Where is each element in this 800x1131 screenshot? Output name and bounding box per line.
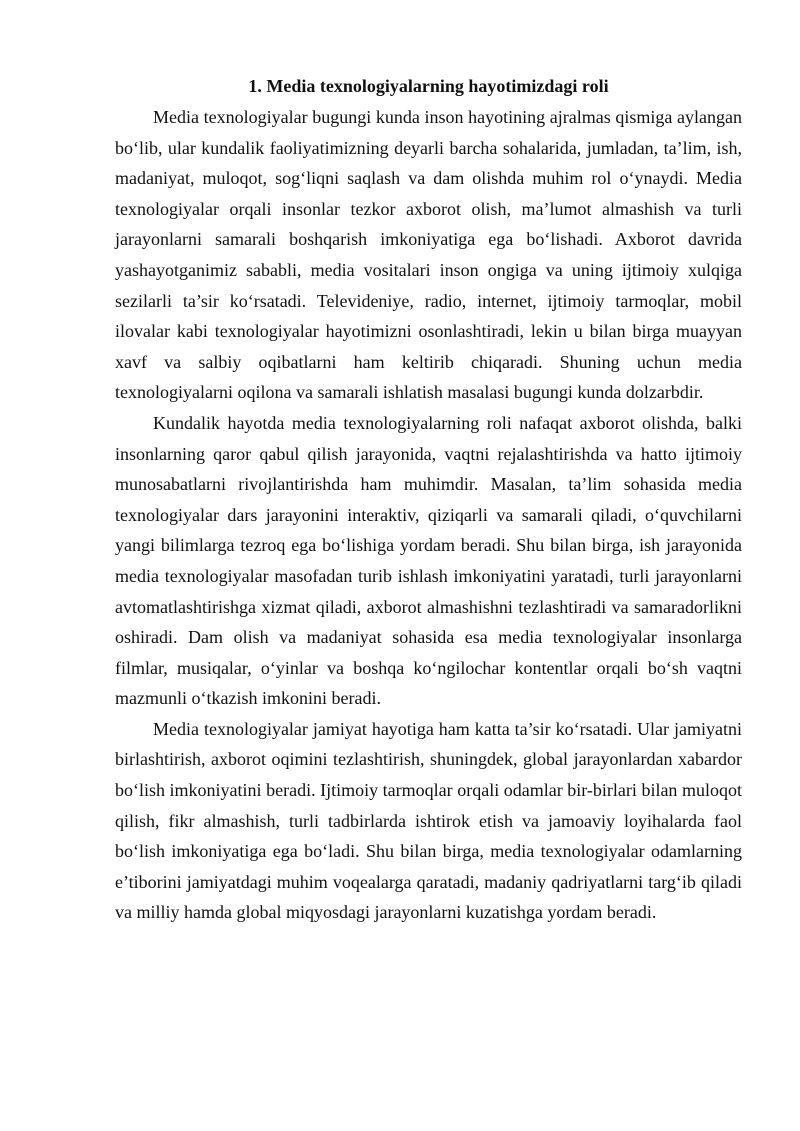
paragraph-2: Kundalik hayotda media texnologiyalarning roli nafaqat axborot olishda, balki insonlarning qaror qabul qilish jarayonida, vaqtni rejalashtirishda va hatto ijtimoiy munosabatlarni rivojlantirishda ham muhimdir. Masalan, ta’lim sohasida media texnologiyalar dars jarayonini interaktiv, qiziqarli va samarali qiladi, o‘quvchilarni yangi bilimlarga tezroq ega bo‘lishiga yordam beradi. Shu bilan birga, ish jarayonida media texnologiyalar masofadan turib ishlash imkoniyatini yaratadi, turli jarayonlarni avtomatlashtirishga xizmat qiladi, axborot almashishni tezlashtiradi va samaradorlikni oshiradi. Dam olish va madaniyat sohasida esa media texnologiyalar insonlarga filmlar, musiqalar, o‘yinlar va boshqa ko‘ngilochar kontentlar orqali bo‘sh vaqtni mazmunli o‘tkazish imkonini beradi. xyxy=(115,412,742,709)
document-title: 1. Media texnologiyalarning hayotimizdagi roli xyxy=(248,76,609,96)
paragraph-3: Media texnologiyalar jamiyat hayotiga ham katta ta’sir ko‘rsatadi. Ular jamiyatni birlashtirish, axborot oqimini tezlashtirish, shuningdek, global jarayonlardan xabardor bo‘lish imkoniyatini beradi. Ijtimoiy tarmoqlar orqali odamlar bir-birlari bilan muloqot qilish, fikr almashish, turli tadbirlarda ishtirok etish va jamoaviy loyihalarda faol bo‘lish imkoniyatiga ega bo‘ladi. Shu bilan birga, media texnologiyalar odamlarning e’tiborini jamiyatdagi muhim voqealarga qaratadi, madaniy qadriyatlarni targ‘ib qiladi va milliy hamda global miqyosdagi jarayonlarni kuzatishga yordam beradi. xyxy=(115,718,742,923)
paragraph-1: Media texnologiyalar bugungi kunda inson hayotining ajralmas qismiga aylangan bo‘lib, ular kundalik faoliyatimizning deyarli barcha sohalarida, jumladan, ta’lim, ish, madaniyat, muloqot, sog‘liqni saqlash va dam olishda muhim rol o‘ynaydi. Media texnologiyalar orqali insonlar tezkor axborot olish, ma’lumot almashish va turli jarayonlarni samarali boshqarish imkoniyatiga ega bo‘lishadi. Axborot davrida yashayotganimiz sababli, media vositalari inson ongiga va uning ijtimoiy xulqiga sezilarli ta’sir ko‘rsatadi. Televideniye, radio, internet, ijtimoiy tarmoqlar, mobil ilovalar kabi texnologiyalar hayotimizni osonlashtiradi, lekin u bilan birga muayyan xavf va salbiy oqibatlarni ham keltirib chiqaradi. Shuning uchun media texnologiyalarni oqilona va samarali ishlatish masalasi bugungi kunda dolzarbdir. xyxy=(115,107,742,403)
document-page xyxy=(115,72,742,928)
